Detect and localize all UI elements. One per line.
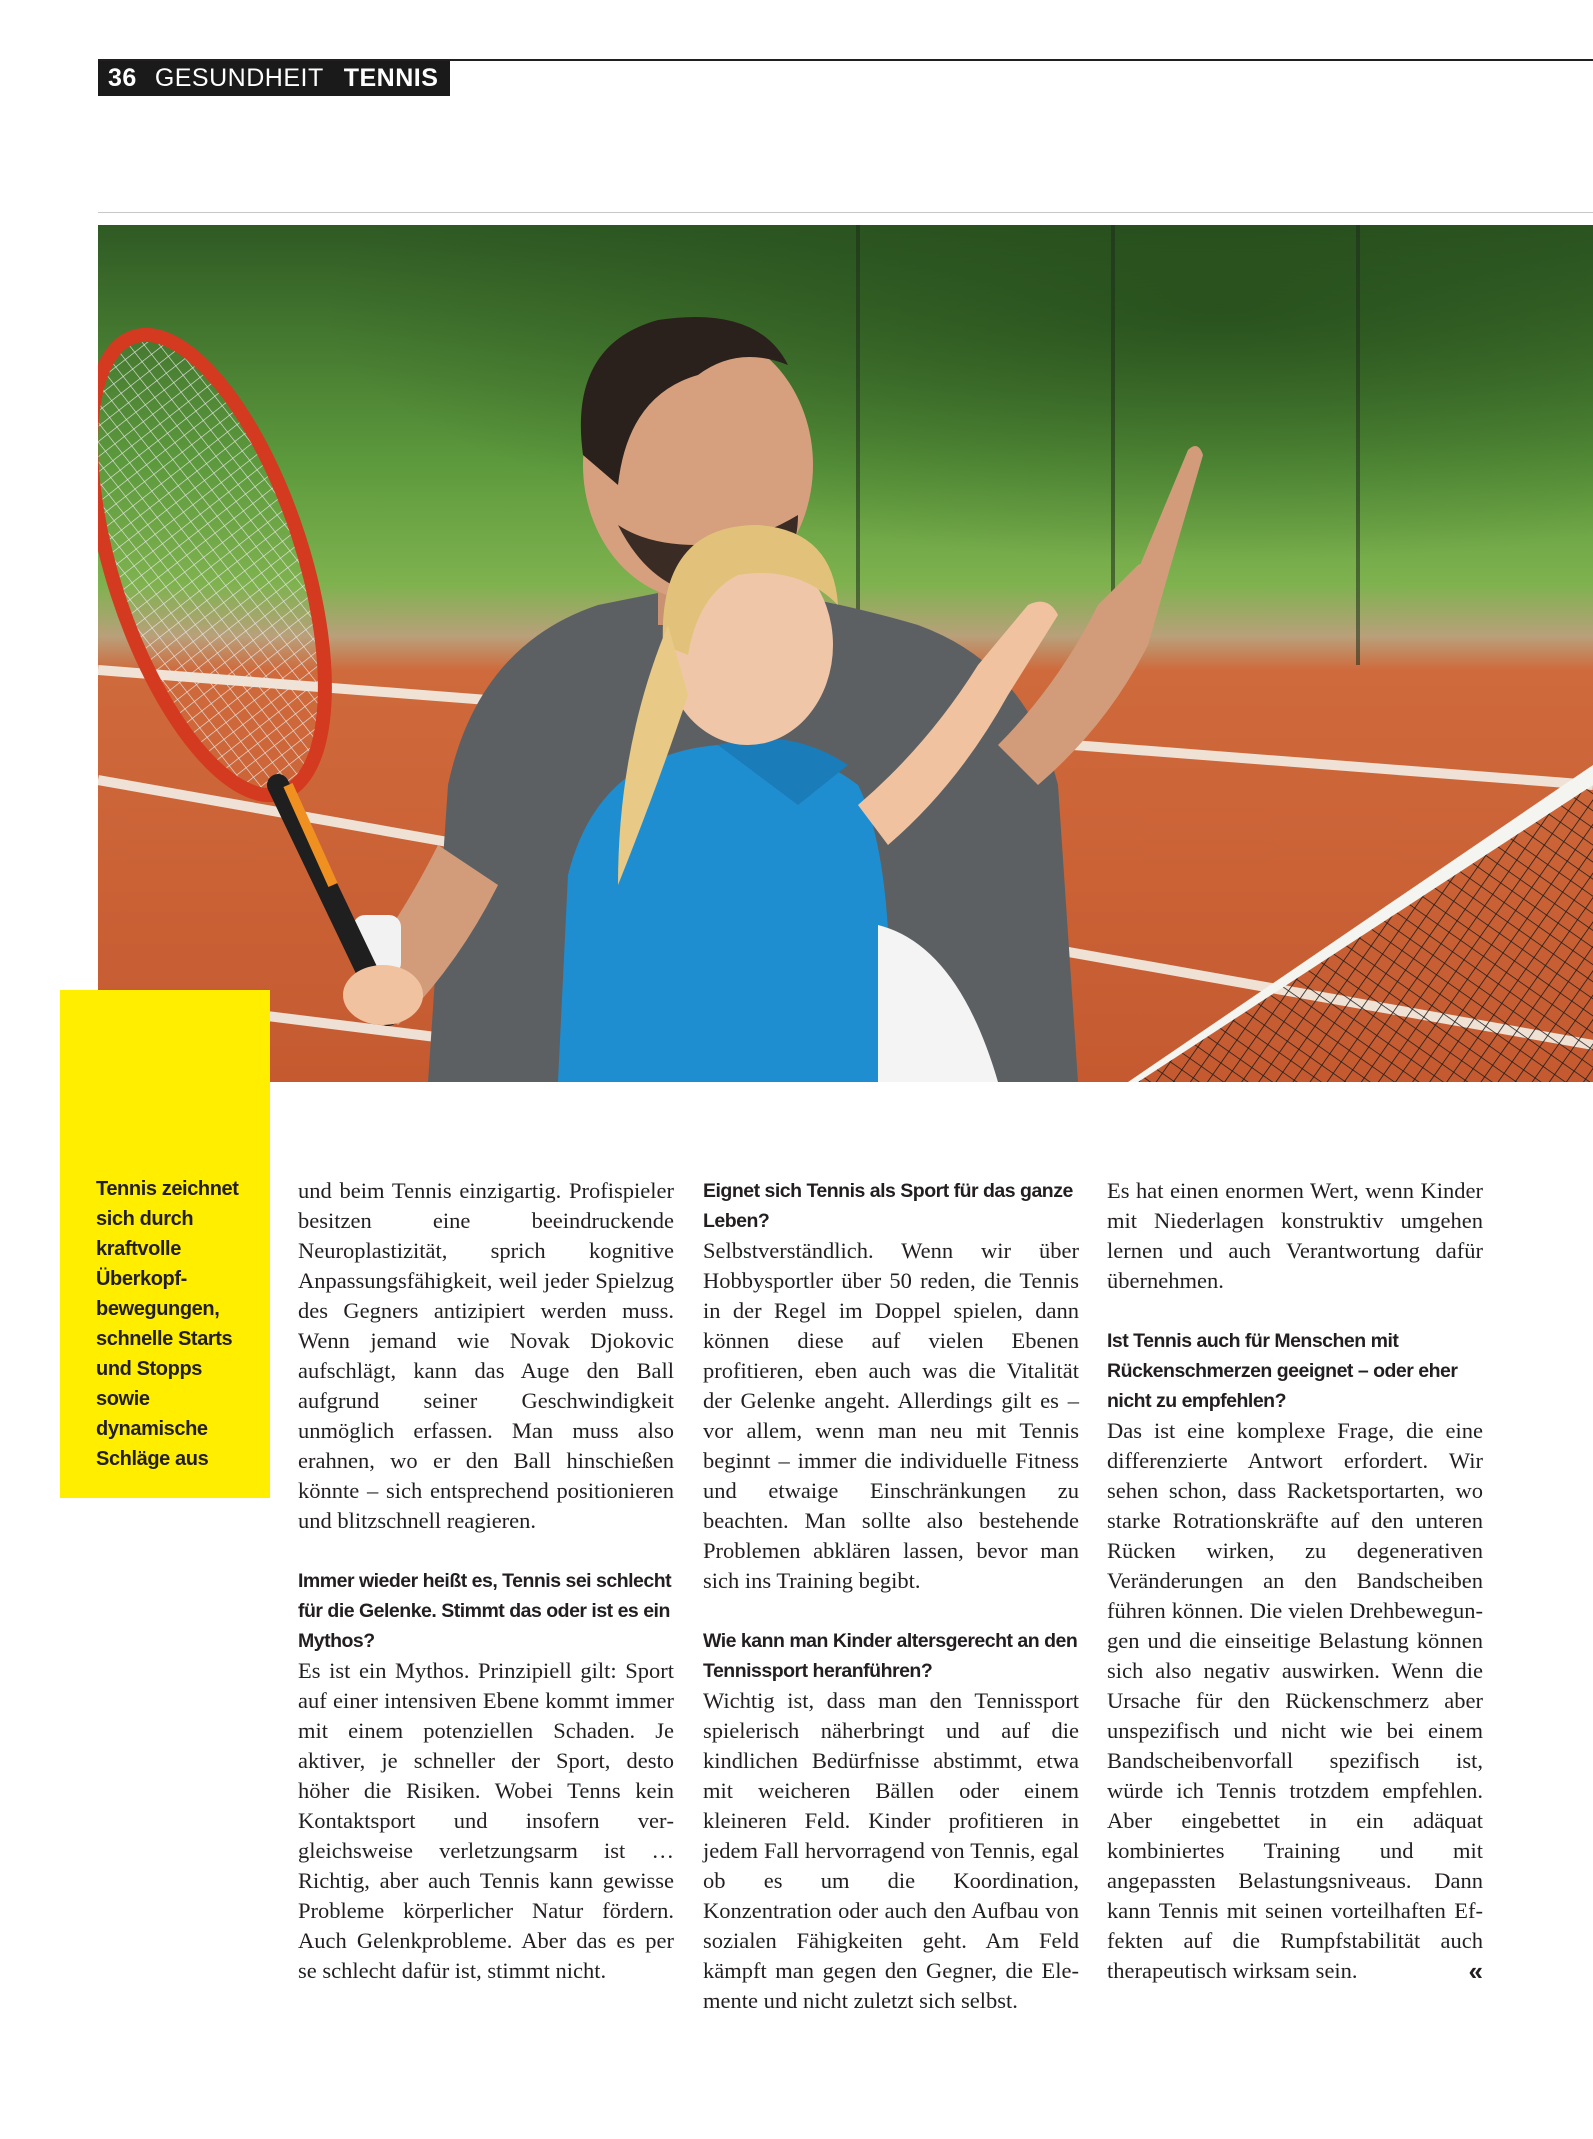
topic-label: TENNIS	[343, 64, 439, 92]
question-heading: Wie kann man Kinder altersgerecht an den Tennissport heranführen?	[703, 1630, 1078, 1682]
divider	[98, 212, 1593, 213]
answer-paragraph: Es ist ein Mythos. Prinzipiell gilt: Sport auf einer intensiven Ebene kommt immer mit einem potenziellen Schaden. Je aktiver, je schneller der Sport, desto höher die Risiken. Wobei Tenns kein Kontaktsport und insofern vergleichsweise verletzungsarm ist … Richtig, aber auch Tennis kann gewisse Probleme körperlicher Natur fördern. Auch Gelenkprobleme. Aber das es per se schlecht dafür ist, stimmt nicht.	[298, 1658, 674, 1983]
hero-photo	[98, 225, 1593, 1082]
paragraph-continued: Es hat einen enormen Wert, wenn Kinder mit Niederlagen konstruktiv umgehen lernen und auch Verantwortung dafür übernehmen.	[1107, 1178, 1483, 1293]
answer-paragraph: Wichtig ist, dass man den Tennissport spielerisch näherbringt und auf die kindlichen Bedürfnisse abstimmt, etwa mit weicheren Bällen oder einem kleineren Feld. Kinder profitieren in jedem Fall hervorragend von Tennis, egal ob es um die Koordination, Konzentration oder auch den Aufbau von sozialen Fähigkeiten geht. Am Feld kämpft man gegen den Gegner, die Elemente und nicht zuletzt sich selbst.	[703, 1688, 1079, 2013]
answer-paragraph: Selbstverständlich. Wenn wir über Hobbysportler über 50 reden, die Tennis in der Regel im Doppel spielen, dann können diese auf vielen Ebenen profitieren, eben auch was die Vitalität der Gelenke angeht. Allerdings gilt es – vor allem, wenn man neu mit Tennis beginnt – immer die individuelle Fitness und etwaige Einschränkungen zu beachten. Man sollte also bestehende Problemen abklären lassen, bevor man sich ins Training begibt.	[703, 1238, 1079, 1593]
article-column-1	[298, 1176, 674, 1986]
question-heading: Eignet sich Tennis als Sport für das ganze Leben?	[703, 1180, 1073, 1232]
question-heading: Immer wieder heißt es, Tennis sei schlecht für die Gelenke. Stimmt das oder ist es ein Mythos?	[298, 1570, 672, 1652]
paragraph-intro: und beim Tennis einzigartig. Profispieler besitzen eine beeindruckende Neuroplastizität, sprich kognitive Anpassungsfähigkeit, weil jeder Spielzug des Gegners antizipiert werden muss. Wenn jemand wie Novak Djokovic aufschlägt, kann das Auge den Ball aufgrund seiner Geschwindigkeit unmöglich erfassen. Man muss also erahnen, wo er den Ball hinschießen könnte – sich entsprechend positionieren und blitzschnell reagieren.	[298, 1178, 674, 1533]
article-column-3	[1107, 1176, 1483, 1986]
answer-text: Das ist eine komplexe Frage, die eine differenzierte Antwort erfordert. Wir sehen schon, dass Racketsportarten, wo starke Rotrationskräfte auf den unteren Rücken wirken, zu degenerativen Veränderungen an den Bandscheiben führen können. Die vielen Drehbewegungen und die einseitige Belastung können sich also negativ auswirken. Wenn die Ursache für den Rückenschmerz aber unspezifisch und nicht wie bei einem Bandscheibenvorfall spezifisch ist, würde ich Tennis trotzdem empfehlen. Aber eingebettet in ein adäquat kombiniertes Training und mit angepassten Belastungsniveaus. Dann kann Tennis mit seinen vorteilhaften Effekten auf die Rumpfstabilität auch therapeutisch wirksam sein.	[1107, 1418, 1483, 1983]
page-header	[98, 61, 450, 96]
section-label: GESUNDHEIT	[154, 64, 324, 92]
end-mark: «	[1468, 1956, 1483, 1986]
article-column-2	[703, 1176, 1079, 2016]
answer-paragraph	[1107, 1416, 1483, 1986]
page-number: 36	[108, 64, 137, 92]
question-heading: Ist Tennis auch für Menschen mit Rückenschmerzen geeignet – oder eher nicht zu empfehlen?	[1107, 1330, 1458, 1412]
photo-caption: Tennis zeichnet sich durch kraftvolle Überkopfbewegungen, schnelle Starts und Stopps sowie dynamische Schläge aus	[96, 1178, 239, 1470]
